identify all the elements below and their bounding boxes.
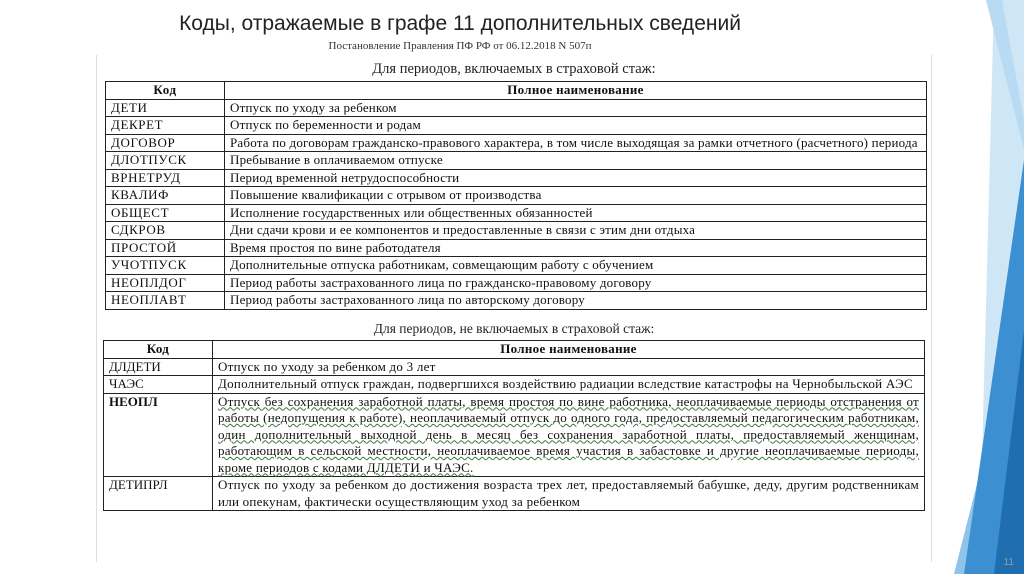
table-row [106, 187, 927, 205]
table-row [106, 134, 927, 152]
table-row [106, 117, 927, 135]
row-code: ПРОСТОЙ [106, 239, 225, 257]
row-name: Отпуск без сохранения заработной платы, время простоя по вине работника, неоплачиваемые периоды отстранения от работы (недопущения к работе), неоплачиваемый отпуск до одного года, предоставляемый педагогическим работникам, один дополнительный выходной день в месяц без сохранения заработной платы, предоставляемый женщинам, работающим в сельской местности, неоплачиваемое время участия в забастовке и другие неоплачиваемые периоды, кроме периодов с кодами ДЛДЕТИ и ЧАЭС. [213, 393, 925, 477]
row-name: Отпуск по уходу за ребенком до достижения возраста трех лет, предоставляемый бабушке, деду, другим родственникам или опекунам, фактически осуществляющим уход за ребенком [213, 477, 925, 511]
row-name: Дополнительный отпуск граждан, подвергшихся воздействию радиации вследствие катастрофы на Чернобыльской АЭС [213, 376, 925, 394]
column-header-name: Полное наименование [225, 82, 927, 100]
excluded-periods-table [103, 340, 925, 511]
row-code: УЧОТПУСК [106, 257, 225, 275]
table-row [106, 99, 927, 117]
table-row [106, 169, 927, 187]
row-name: Период работы застрахованного лица по авторскому договору [225, 292, 927, 310]
row-name: Отпуск по беременности и родам [225, 117, 927, 135]
table-row [106, 222, 927, 240]
row-code: ОБЩЕСТ [106, 204, 225, 222]
row-code: НЕОПЛ [104, 393, 213, 477]
row-code: КВАЛИФ [106, 187, 225, 205]
table-row [104, 477, 925, 511]
row-name: Период временной нетрудоспособности [225, 169, 927, 187]
row-code: ВРНЕТРУД [106, 169, 225, 187]
page-subtitle: Постановление Правления ПФ РФ от 06.12.2018 N 507п [328, 40, 592, 52]
page-title: Коды, отражаемые в графе 11 дополнительных сведений [179, 12, 741, 35]
column-header-code: Код [104, 341, 213, 359]
row-name: Дополнительные отпуска работникам, совмещающим работу с обучением [225, 257, 927, 275]
row-code: СДКРОВ [106, 222, 225, 240]
table-row [106, 204, 927, 222]
row-name: Пребывание в оплачиваемом отпуске [225, 152, 927, 170]
row-code: НЕОПЛДОГ [106, 274, 225, 292]
table-row [104, 358, 925, 376]
table-row [106, 274, 927, 292]
table-header-row [106, 82, 927, 100]
row-code: ДЛОТПУСК [106, 152, 225, 170]
table-row [104, 376, 925, 394]
decorative-shapes [924, 0, 1024, 574]
row-code: ДОГОВОР [106, 134, 225, 152]
table-row [106, 292, 927, 310]
table-row [106, 239, 927, 257]
row-code: НЕОПЛАВТ [106, 292, 225, 310]
row-name: Работа по договорам гражданско-правового характера, в том числе выходящая за рамки отчетного (расчетного) периода [225, 134, 927, 152]
table-row [104, 393, 925, 477]
section2-caption: Для периодов, не включаемых в страховой стаж: [373, 321, 655, 336]
row-code: ДЕКРЕТ [106, 117, 225, 135]
included-periods-table [105, 81, 927, 310]
row-code: ДЛДЕТИ [104, 358, 213, 376]
section1-caption: Для периодов, включаемых в страховой стаж: [372, 61, 656, 77]
row-code: ДЕТИ [106, 99, 225, 117]
table-header-row [104, 341, 925, 359]
row-name: Отпуск по уходу за ребенком до 3 лет [213, 358, 925, 376]
row-name: Время простоя по вине работодателя [225, 239, 927, 257]
table-row [106, 152, 927, 170]
row-name: Период работы застрахованного лица по гражданско-правовому договору [225, 274, 927, 292]
row-name: Отпуск по уходу за ребенком [225, 99, 927, 117]
row-code: ЧАЭС [104, 376, 213, 394]
page-number: 11 [1003, 557, 1014, 568]
row-name: Исполнение государственных или общественных обязанностей [225, 204, 927, 222]
column-header-name: Полное наименование [213, 341, 925, 359]
row-name: Повышение квалификации с отрывом от производства [225, 187, 927, 205]
decorative-graphic [924, 0, 1024, 574]
document-image [96, 55, 932, 562]
row-code: ДЕТИПРЛ [104, 477, 213, 511]
column-header-code: Код [106, 82, 225, 100]
table-row [106, 257, 927, 275]
row-name: Дни сдачи крови и ее компонентов и предоставленные в связи с этим дни отдыха [225, 222, 927, 240]
